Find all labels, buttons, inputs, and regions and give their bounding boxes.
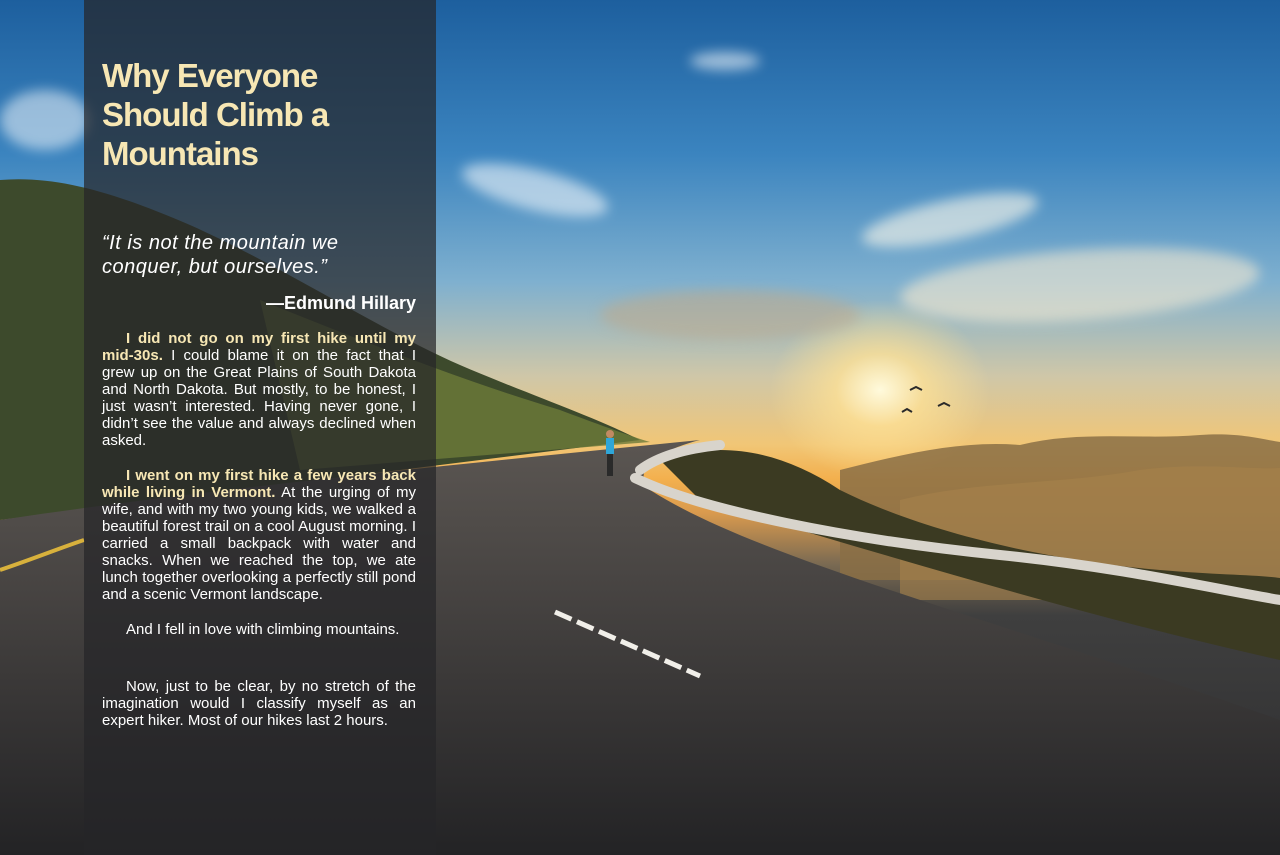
- paragraph-1: [102, 330, 416, 449]
- birds: [902, 387, 950, 412]
- paragraph-1-lead: I did not go on my first hike until my mid-30s.: [102, 330, 416, 364]
- paragraph-2-lead: I went on my first hike a few years back while living in Vermont.: [102, 467, 416, 501]
- paragraph-3-text: And I fell in love with climbing mountains.: [126, 621, 400, 638]
- article-panel: [84, 0, 436, 855]
- paragraph-4-text: Now, just to be clear, by no stretch of the imagination would I classify myself as an expert hiker. Most of our hikes last 2 hours.: [102, 678, 416, 729]
- paragraph-2-text: At the urging of my wife, and with my two young kids, we walked a beautiful forest trail on a cool August morning. I carried a small backpack with water and snacks. When we reached the top, we ate lunch together overlooking a perfectly still pond and a scenic Vermont landscape.: [102, 484, 416, 603]
- paragraph-2: [102, 467, 416, 603]
- quote-attribution: —Edmund Hillary: [265, 293, 416, 313]
- pull-quote: “It is not the mountain we conquer, but ourselves.”: [102, 232, 339, 278]
- article-title: Why Everyone Should Climb a Mountains: [102, 57, 329, 172]
- paragraph-3: [102, 621, 416, 638]
- runner: [606, 438, 614, 454]
- paragraph-4: [102, 678, 416, 729]
- paragraph-1-text: I could blame it on the fact that I grew up on the Great Plains of South Dakota and North Dakota. But mostly, to be honest, I just wasn’t interested. Having never gone, I didn’t see the value and always declined when asked.: [102, 347, 416, 449]
